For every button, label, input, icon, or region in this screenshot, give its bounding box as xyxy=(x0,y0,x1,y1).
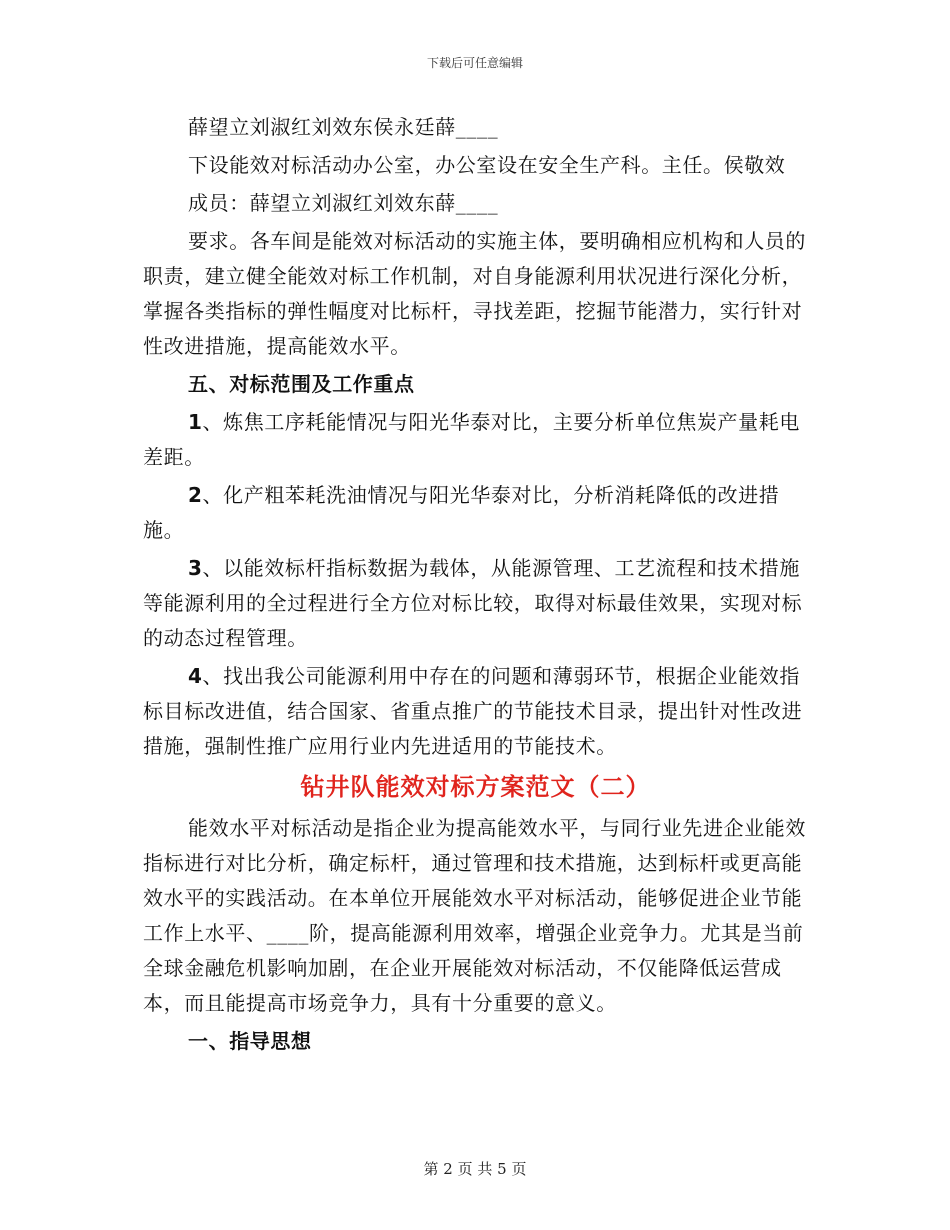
list-item-text: 、炼焦工序耗能情况与阳光华泰对比，主要分析单位焦炭产量耗电差距。 xyxy=(143,410,800,469)
page-footer: 第 2 页 共 5 页 xyxy=(423,1160,527,1178)
list-item-number: 3 xyxy=(188,556,203,580)
paragraph-staff: 成员：薛望立刘淑红刘效东薛____ xyxy=(188,191,499,215)
list-item xyxy=(143,405,808,475)
list-item xyxy=(143,659,808,764)
paragraph-office: 下设能效对标活动办公室，办公室设在安全生产科。主任。侯敬效 xyxy=(188,153,786,177)
page-header: 下载后可任意编辑 xyxy=(426,56,523,70)
list-item xyxy=(143,551,808,656)
section-heading-1: 一、指导思想 xyxy=(188,1029,312,1053)
section-title: 钻井队能效对标方案范文（二） xyxy=(300,773,651,801)
list-item-number: 1 xyxy=(188,410,203,434)
list-item-number: 2 xyxy=(188,483,203,507)
paragraph-intro: 能效水平对标活动是指企业为提高能效水平，与同行业先进企业能效指标进行对比分析，确定标杆，通过管理和技术措施，达到标杆或更高能效水平的实践活动。在本单位开展能效水平对标活动，能够促进企业节能工作上水平、____阶，提高能源利用效率，增强企业竞争力。尤其是当前全球金融危机影响加剧，在企业开展能效对标活动，不仅能降低运营成本，而且能提高市场竞争力，具有十分重要的意义。 xyxy=(143,816,806,1015)
document-body xyxy=(143,110,808,1062)
list-item xyxy=(143,478,808,548)
paragraph-members: 薛望立刘淑红刘效东侯永廷薛____ xyxy=(188,115,499,139)
list-item-text: 、以能效标杆指标数据为载体，从能源管理、工艺流程和技术措施等能源利用的全过程进行全方位对标比较，取得对标最佳效果，实现对标的动态过程管理。 xyxy=(143,556,803,650)
section-heading-5: 五、对标范围及工作重点 xyxy=(188,372,415,396)
paragraph-requirements: 要求。各车间是能效对标活动的实施主体，要明确相应机构和人员的职责，建立健全能效对标工作机制，对自身能源利用状况进行深化分析，掌握各类指标的弹性幅度对比标杆，寻找差距，挖掘节能潜力，实行针对性改进措施，提高能效水平。 xyxy=(143,229,806,358)
list-item-text: 、找出我公司能源利用中存在的问题和薄弱环节，根据企业能效指标目标改进值，结合国家、省重点推广的节能技术目录，提出针对性改进措施，强制性推广应用行业内先进适用的节能技术。 xyxy=(143,664,803,758)
list-item-number: 4 xyxy=(188,664,203,688)
list-item-text: 、化产粗苯耗洗油情况与阳光华泰对比，分析消耗降低的改进措施。 xyxy=(143,483,780,542)
